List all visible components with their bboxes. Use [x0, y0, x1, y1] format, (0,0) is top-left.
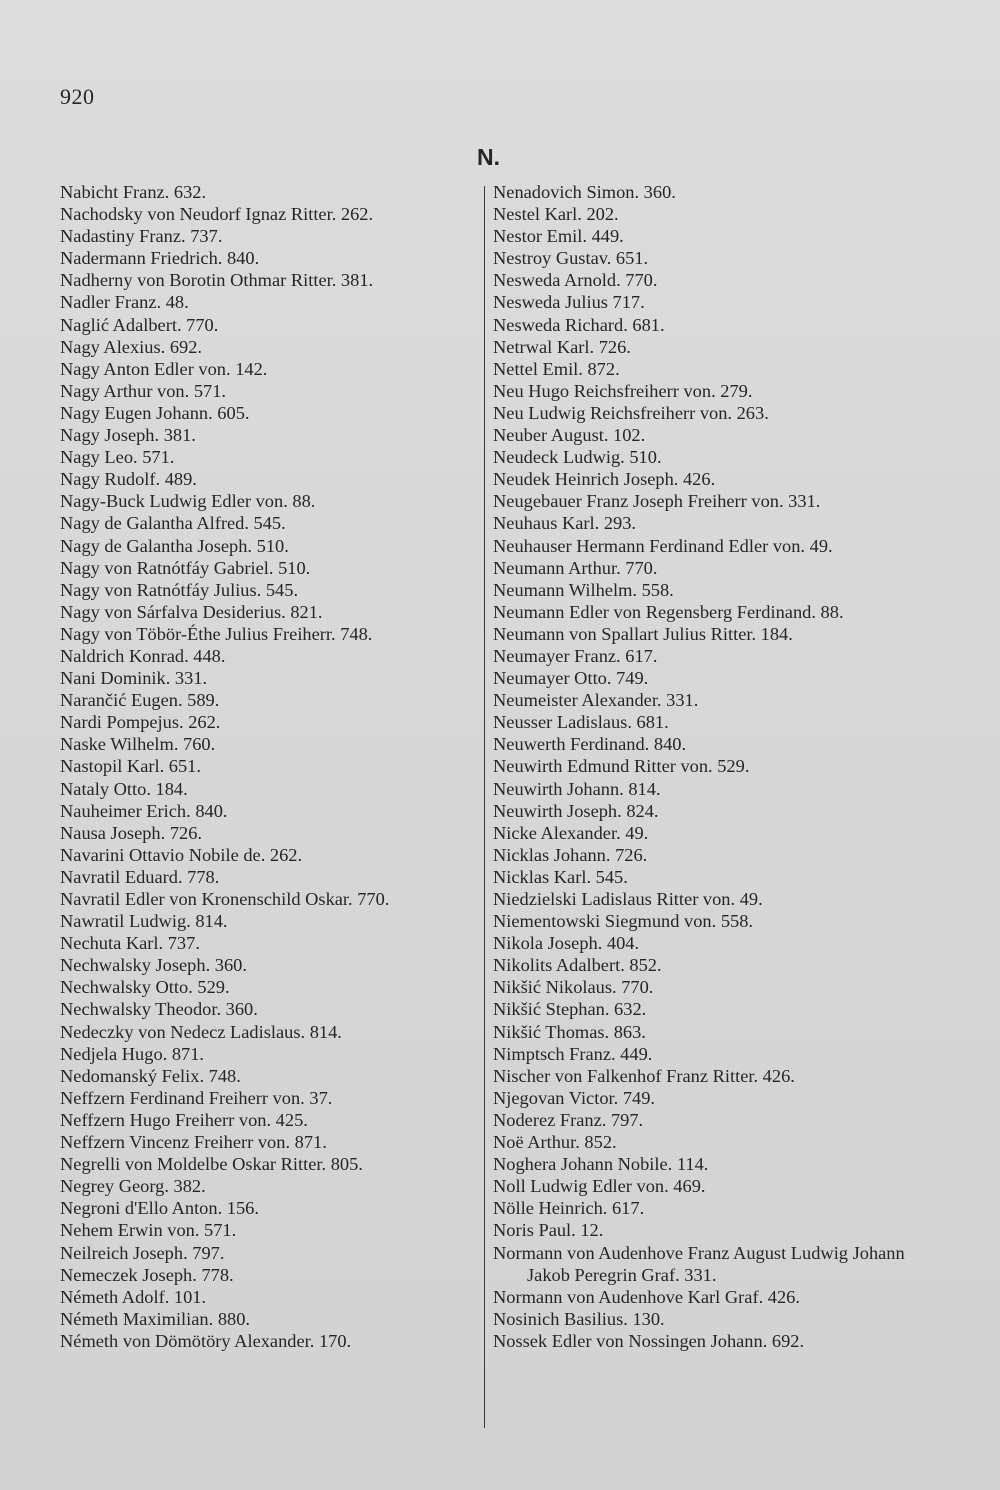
- index-entry: Nachodsky von Neudorf Ignaz Ritter. 262.: [60, 204, 374, 225]
- index-entry: Nagy von Ratnótfáy Julius. 545.: [60, 579, 299, 600]
- index-entry: Nemeczek Joseph. 778.: [60, 1264, 234, 1285]
- index-entry: Nagy Alexius. 692.: [60, 336, 203, 357]
- index-entry: Nagy Joseph. 381.: [60, 425, 196, 446]
- index-entry: Naske Wilhelm. 760.: [60, 734, 216, 755]
- index-entry: Nehem Erwin von. 571.: [60, 1220, 237, 1241]
- index-entry: Nesweda Richard. 681.: [493, 314, 665, 335]
- index-entry: Neuwirth Johann. 814.: [493, 778, 661, 799]
- index-column-left: [60, 181, 470, 1352]
- index-entry: Nikšić Thomas. 863.: [493, 1021, 646, 1042]
- index-entry: Njegovan Victor. 749.: [493, 1087, 656, 1108]
- index-entry: Neuhaus Karl. 293.: [493, 513, 637, 534]
- index-entry: Nicke Alexander. 49.: [493, 822, 649, 843]
- index-entry: Noghera Johann Nobile. 114.: [493, 1154, 709, 1175]
- index-entry: Nedeczky von Nedecz Ladislaus. 814.: [60, 1021, 342, 1042]
- index-entry: Nesweda Julius 717.: [493, 292, 645, 313]
- index-entry: Niementowski Siegmund von. 558.: [493, 911, 754, 932]
- index-entry: Nestor Emil. 449.: [493, 226, 624, 247]
- index-entry: Neuwerth Ferdinand. 840.: [493, 734, 687, 755]
- index-entry: Nedjela Hugo. 871.: [60, 1043, 205, 1064]
- index-entry: Nechuta Karl. 737.: [60, 933, 200, 954]
- index-entry: Nagy Leo. 571.: [60, 447, 175, 468]
- index-entry: Neuhauser Hermann Ferdinand Edler von. 49.: [493, 535, 833, 556]
- index-entry: Noll Ludwig Edler von. 469.: [493, 1176, 706, 1197]
- index-entry: Noë Arthur. 852.: [493, 1132, 617, 1153]
- index-entry: Neuber August. 102.: [493, 425, 646, 446]
- index-entry: Nechwalsky Otto. 529.: [60, 977, 230, 998]
- index-entry: Navarini Ottavio Nobile de. 262.: [60, 844, 303, 865]
- index-entry: Nagy von Ratnótfáy Gabriel. 510.: [60, 557, 311, 578]
- index-entry: Naglić Adalbert. 770.: [60, 314, 219, 335]
- index-entry: Neudeck Ludwig. 510.: [493, 447, 662, 468]
- section-heading: N.: [477, 144, 500, 170]
- index-entry: Noderez Franz. 797.: [493, 1109, 644, 1130]
- index-entry: Nechwalsky Joseph. 360.: [60, 955, 247, 976]
- index-entry: Neumann Arthur. 770.: [493, 557, 658, 578]
- index-entry: Naldrich Konrad. 448.: [60, 645, 226, 666]
- index-entry: Nölle Heinrich. 617.: [493, 1198, 645, 1219]
- index-entry: Neumayer Franz. 617.: [493, 645, 658, 666]
- index-entry: Nagy de Galantha Alfred. 545.: [60, 513, 286, 534]
- index-entry: Nestroy Gustav. 651.: [493, 248, 649, 269]
- index-entry: Nauheimer Erich. 840.: [60, 800, 228, 821]
- index-entry: Negrey Georg. 382.: [60, 1176, 206, 1197]
- index-entry: Negroni d'Ello Anton. 156.: [60, 1198, 259, 1219]
- index-entry: Nardi Pompejus. 262.: [60, 712, 221, 733]
- index-column-right: [487, 181, 917, 1352]
- index-entry: Neumann Wilhelm. 558.: [493, 579, 674, 600]
- index-entry: Netrwal Karl. 726.: [493, 336, 631, 357]
- index-entry: Negrelli von Moldelbe Oskar Ritter. 805.: [60, 1154, 363, 1175]
- index-entry: Nagy de Galantha Joseph. 510.: [60, 535, 289, 556]
- page-number: 920: [60, 84, 95, 109]
- index-entry: Nabicht Franz. 632.: [60, 182, 207, 202]
- index-entry: Nossek Edler von Nossingen Johann. 692.: [493, 1330, 805, 1351]
- index-entry: Narančić Eugen. 589.: [60, 690, 220, 711]
- index-entry: Nikšić Nikolaus. 770.: [493, 977, 654, 998]
- index-entry: Neusser Ladislaus. 681.: [493, 712, 669, 733]
- index-entry: Nani Dominik. 331.: [60, 668, 208, 689]
- index-entry: Neffzern Hugo Freiherr von. 425.: [60, 1109, 308, 1130]
- index-entry: Neumayer Otto. 749.: [493, 668, 649, 689]
- index-entry: Nikšić Stephan. 632.: [493, 999, 647, 1020]
- index-entry: Nadastiny Franz. 737.: [60, 226, 223, 247]
- index-entry: Nikola Joseph. 404.: [493, 933, 640, 954]
- index-entry: Noris Paul. 12.: [493, 1220, 604, 1241]
- index-entry: Nechwalsky Theodor. 360.: [60, 999, 258, 1020]
- index-entry: Nagy Rudolf. 489.: [60, 469, 197, 490]
- index-entry: Normann von Audenhove Karl Graf. 426.: [493, 1286, 800, 1307]
- index-entry: Németh Maximilian. 880.: [60, 1308, 251, 1329]
- index-entry: Neffzern Ferdinand Freiherr von. 37.: [60, 1087, 333, 1108]
- index-entry: Nettel Emil. 872.: [493, 358, 620, 379]
- index-entry: Neuwirth Edmund Ritter von. 529.: [493, 756, 750, 777]
- index-entry: Nagy Eugen Johann. 605.: [60, 402, 250, 423]
- index-entry: Neffzern Vincenz Freiherr von. 871.: [60, 1132, 327, 1153]
- index-entry: Nadherny von Borotin Othmar Ritter. 381.: [60, 270, 374, 291]
- column-divider: [484, 186, 485, 1428]
- index-entry: Nimptsch Franz. 449.: [493, 1043, 653, 1064]
- index-entry: Neudek Heinrich Joseph. 426.: [493, 469, 716, 490]
- index-entry: Nischer von Falkenhof Franz Ritter. 426.: [493, 1065, 795, 1086]
- index-entry: Nesweda Arnold. 770.: [493, 270, 658, 291]
- index-entry: Németh Adolf. 101.: [60, 1286, 207, 1307]
- index-entry: Nausa Joseph. 726.: [60, 822, 202, 843]
- index-entry: Nicklas Johann. 726.: [493, 844, 648, 865]
- index-entry: Nikolits Adalbert. 852.: [493, 955, 662, 976]
- index-entry: Nestel Karl. 202.: [493, 204, 619, 225]
- index-entry: Neu Hugo Reichsfreiherr von. 279.: [493, 380, 753, 401]
- index-entry: Nadermann Friedrich. 840.: [60, 248, 260, 269]
- index-entry: Normann von Audenhove Franz August Ludwig Johann Jakob Peregrin Graf. 331.: [493, 1242, 905, 1285]
- index-entry: Nagy von Sárfalva Desiderius. 821.: [60, 601, 323, 622]
- index-entry: Nagy Anton Edler von. 142.: [60, 358, 268, 379]
- index-entry: Neu Ludwig Reichsfreiherr von. 263.: [493, 402, 769, 423]
- index-entry: Nenadovich Simon. 360.: [493, 182, 676, 202]
- index-entry: Nastopil Karl. 651.: [60, 756, 201, 777]
- index-entry: Nataly Otto. 184.: [60, 778, 188, 799]
- index-entry: Neuwirth Joseph. 824.: [493, 800, 659, 821]
- index-entry: Niedzielski Ladislaus Ritter von. 49.: [493, 889, 763, 909]
- index-entry: Neilreich Joseph. 797.: [60, 1242, 225, 1263]
- index-entry: Nedomanský Felix. 748.: [60, 1065, 241, 1086]
- index-entry: Neumeister Alexander. 331.: [493, 690, 699, 711]
- index-entry: Nagy-Buck Ludwig Edler von. 88.: [60, 491, 316, 512]
- index-entry: Németh von Dömötöry Alexander. 170.: [60, 1330, 352, 1351]
- index-entry: Neugebauer Franz Joseph Freiherr von. 331.: [493, 491, 821, 512]
- index-entry: Nagy von Töbör-Éthe Julius Freiherr. 748.: [60, 623, 373, 644]
- index-entry: Nawratil Ludwig. 814.: [60, 911, 228, 932]
- index-entry: Navratil Eduard. 778.: [60, 866, 220, 887]
- index-entry: Navratil Edler von Kronenschild Oskar. 770.: [60, 889, 390, 909]
- index-entry: Neumann Edler von Regensberg Ferdinand. 88.: [493, 601, 844, 622]
- index-entry: Nadler Franz. 48.: [60, 292, 189, 313]
- index-entry: Nicklas Karl. 545.: [493, 866, 628, 887]
- index-entry: Nagy Arthur von. 571.: [60, 380, 227, 401]
- index-entry: Neumann von Spallart Julius Ritter. 184.: [493, 623, 793, 644]
- index-entry: Nosinich Basilius. 130.: [493, 1308, 665, 1329]
